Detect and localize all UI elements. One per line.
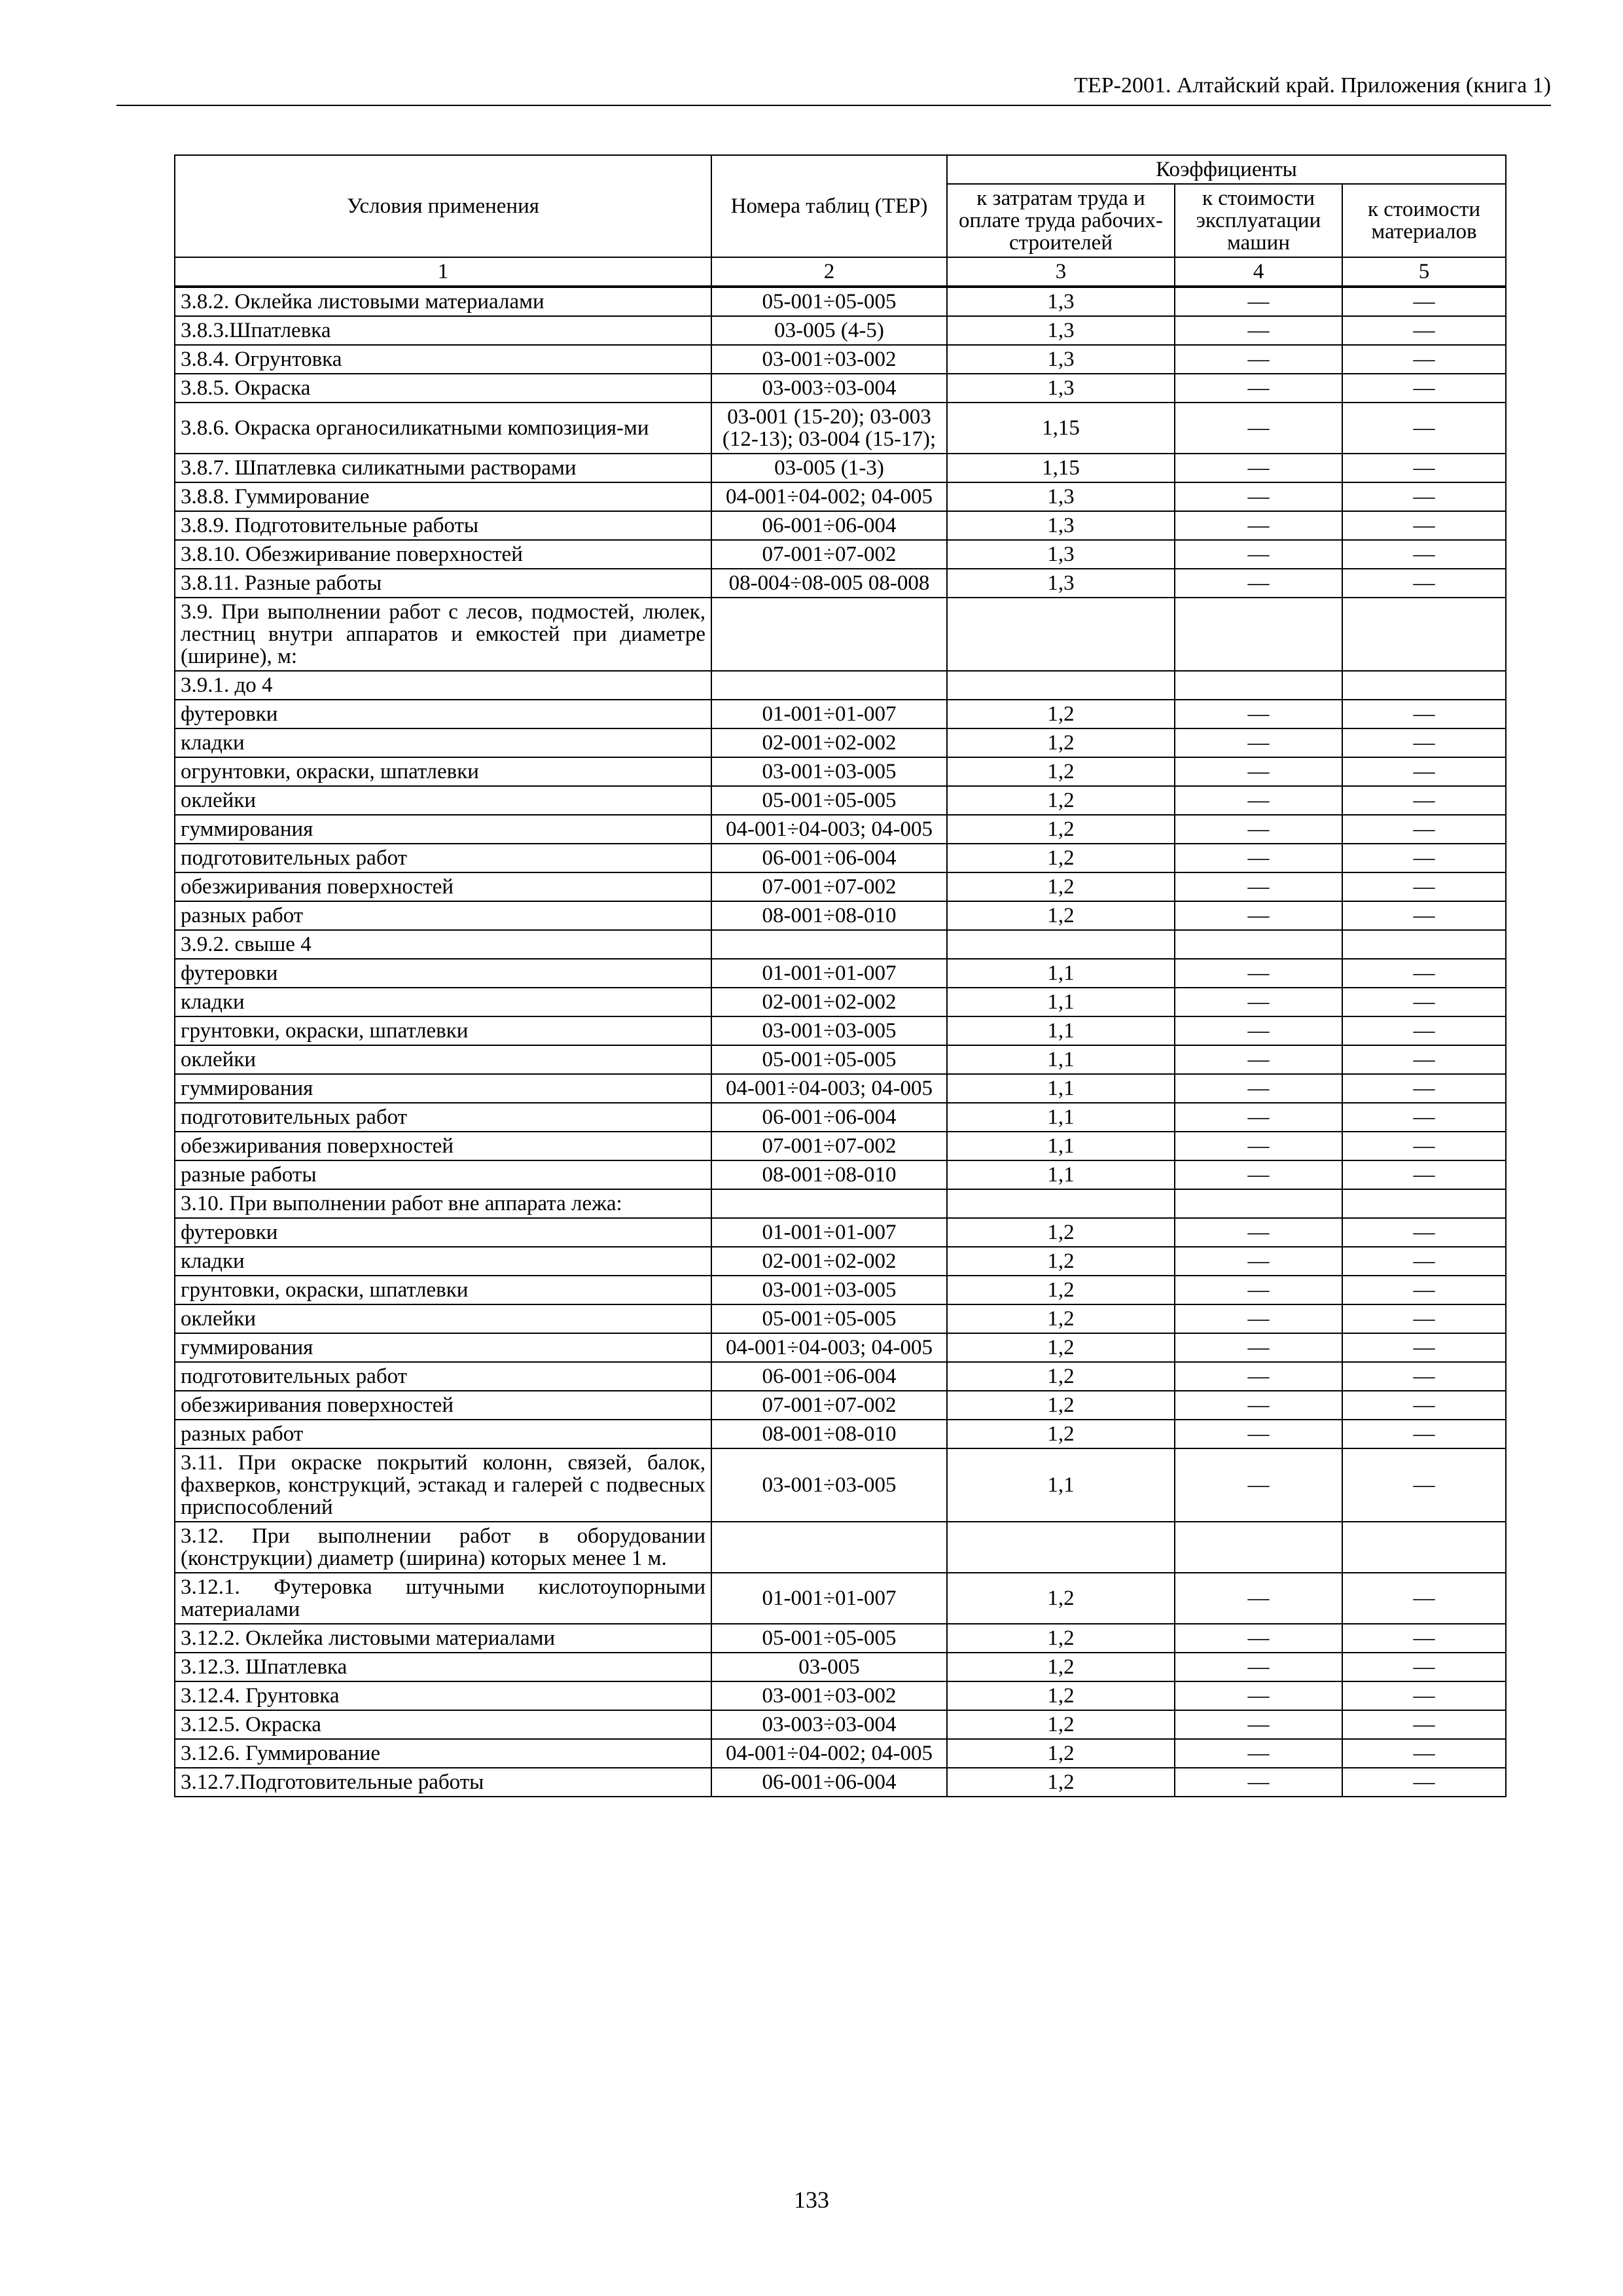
cell-condition: 3.12.3. Шпатлевка [175,1653,711,1681]
coefficients-table [174,154,1507,1797]
cell-materials-coefficient: — [1342,1045,1506,1074]
cell-labor-coefficient: 1,2 [947,1739,1175,1768]
cell-materials-coefficient: — [1342,728,1506,757]
cell-table-numbers: 02-001÷02-002 [711,728,947,757]
cell-materials-coefficient: — [1342,757,1506,786]
table-row [175,1045,1506,1074]
cell-condition: 3.9. При выполнении работ с лесов, подмостей, люлек, лестниц внутри аппаратов и емкостей при диаметре (ширине), м: [175,598,711,671]
cell-condition: 3.8.2. Оклейка листовыми материалами [175,287,711,316]
cell-materials-coefficient: — [1342,1247,1506,1276]
table-row [175,374,1506,403]
cell-machines-coefficient: — [1175,540,1342,569]
table-row [175,757,1506,786]
cell-machines-coefficient [1175,930,1342,959]
cell-labor-coefficient: 1,3 [947,345,1175,374]
cell-machines-coefficient: — [1175,1420,1342,1448]
cell-materials-coefficient: — [1342,374,1506,403]
cell-labor-coefficient [947,1522,1175,1573]
cell-materials-coefficient [1342,1189,1506,1218]
cell-condition: 3.8.5. Окраска [175,374,711,403]
cell-materials-coefficient: — [1342,1448,1506,1522]
cell-condition: 3.8.10. Обезжиривание поверхностей [175,540,711,569]
cell-materials-coefficient: — [1342,1391,1506,1420]
cell-materials-coefficient [1342,1522,1506,1573]
cell-labor-coefficient: 1,2 [947,901,1175,930]
cell-labor-coefficient: 1,2 [947,1653,1175,1681]
table-row [175,1624,1506,1653]
cell-table-numbers: 06-001÷06-004 [711,1103,947,1132]
table-row [175,1247,1506,1276]
cell-labor-coefficient: 1,2 [947,844,1175,872]
cell-machines-coefficient: — [1175,1448,1342,1522]
column-number: 3 [947,257,1175,287]
cell-labor-coefficient: 1,3 [947,316,1175,345]
cell-materials-coefficient: — [1342,1710,1506,1739]
cell-labor-coefficient: 1,2 [947,757,1175,786]
cell-labor-coefficient: 1,1 [947,959,1175,988]
cell-labor-coefficient: 1,2 [947,1624,1175,1653]
table-row [175,671,1506,700]
cell-materials-coefficient: — [1342,1653,1506,1681]
cell-table-numbers: 03-001÷03-002 [711,1681,947,1710]
table-row [175,1710,1506,1739]
cell-condition: огрунтовки, окраски, шпатлевки [175,757,711,786]
cell-materials-coefficient: — [1342,1573,1506,1624]
cell-labor-coefficient: 1,2 [947,1333,1175,1362]
cell-materials-coefficient: — [1342,959,1506,988]
cell-labor-coefficient: 1,3 [947,287,1175,316]
cell-condition: 3.8.3.Шпатлевка [175,316,711,345]
cell-machines-coefficient: — [1175,1160,1342,1189]
cell-table-numbers: 07-001÷07-002 [711,1132,947,1160]
table-row [175,901,1506,930]
cell-condition: кладки [175,728,711,757]
table-row [175,786,1506,815]
cell-machines-coefficient: — [1175,1710,1342,1739]
cell-table-numbers: 08-004÷08-005 08-008 [711,569,947,598]
cell-materials-coefficient [1342,671,1506,700]
header-table-numbers: Номера таблиц (ТЕР) [711,155,947,257]
table-row [175,1448,1506,1522]
cell-materials-coefficient: — [1342,1276,1506,1304]
cell-machines-coefficient: — [1175,1103,1342,1132]
cell-condition: 3.9.1. до 4 [175,671,711,700]
cell-machines-coefficient: — [1175,569,1342,598]
table-row [175,569,1506,598]
cell-materials-coefficient: — [1342,1624,1506,1653]
cell-machines-coefficient: — [1175,1016,1342,1045]
cell-table-numbers: 03-005 (1-3) [711,454,947,482]
cell-machines-coefficient: — [1175,1624,1342,1653]
cell-materials-coefficient: — [1342,1304,1506,1333]
cell-machines-coefficient: — [1175,511,1342,540]
cell-condition: 3.12. При выполнении работ в оборудовании (конструкции) диаметр (ширина) которых менее 1 м. [175,1522,711,1573]
cell-materials-coefficient: — [1342,403,1506,454]
table-row [175,1074,1506,1103]
cell-machines-coefficient: — [1175,1653,1342,1681]
cell-materials-coefficient: — [1342,872,1506,901]
cell-materials-coefficient: — [1342,1362,1506,1391]
cell-labor-coefficient: 1,1 [947,1074,1175,1103]
cell-table-numbers: 08-001÷08-010 [711,901,947,930]
cell-table-numbers: 04-001÷04-003; 04-005 [711,1074,947,1103]
cell-table-numbers [711,671,947,700]
cell-labor-coefficient: 1,3 [947,482,1175,511]
cell-labor-coefficient: 1,2 [947,728,1175,757]
cell-materials-coefficient: — [1342,786,1506,815]
table-row [175,700,1506,728]
cell-machines-coefficient: — [1175,1681,1342,1710]
table-row [175,345,1506,374]
cell-machines-coefficient: — [1175,988,1342,1016]
cell-condition: футеровки [175,959,711,988]
table-row [175,1522,1506,1573]
cell-table-numbers: 03-001÷03-005 [711,1016,947,1045]
cell-table-numbers: 05-001÷05-005 [711,1624,947,1653]
cell-machines-coefficient: — [1175,700,1342,728]
cell-table-numbers [711,598,947,671]
running-header: ТЕР-2001. Алтайский край. Приложения (книга 1) [1074,73,1551,98]
cell-condition: обезжиривания поверхностей [175,1391,711,1420]
cell-machines-coefficient: — [1175,1132,1342,1160]
cell-condition: подготовительных работ [175,844,711,872]
cell-machines-coefficient: — [1175,901,1342,930]
table-row [175,316,1506,345]
cell-materials-coefficient: — [1342,511,1506,540]
cell-condition: 3.11. При окраске покрытий колонн, связей, балок, фахверков, конструкций, эстакад и галерей с подвесных приспособлений [175,1448,711,1522]
cell-table-numbers: 06-001÷06-004 [711,1768,947,1797]
cell-machines-coefficient: — [1175,1276,1342,1304]
cell-condition: обезжиривания поверхностей [175,872,711,901]
cell-table-numbers: 03-005 [711,1653,947,1681]
cell-condition: гуммирования [175,815,711,844]
cell-materials-coefficient: — [1342,454,1506,482]
cell-table-numbers: 06-001÷06-004 [711,511,947,540]
cell-labor-coefficient: 1,2 [947,1276,1175,1304]
cell-labor-coefficient: 1,2 [947,872,1175,901]
cell-labor-coefficient: 1,1 [947,1103,1175,1132]
cell-condition: 3.12.4. Грунтовка [175,1681,711,1710]
cell-table-numbers: 06-001÷06-004 [711,844,947,872]
table-row [175,1739,1506,1768]
cell-materials-coefficient: — [1342,844,1506,872]
cell-condition: гуммирования [175,1333,711,1362]
cell-condition: 3.12.5. Окраска [175,1710,711,1739]
cell-materials-coefficient: — [1342,540,1506,569]
cell-machines-coefficient: — [1175,815,1342,844]
cell-labor-coefficient: 1,15 [947,403,1175,454]
cell-table-numbers: 08-001÷08-010 [711,1420,947,1448]
cell-condition: гуммирования [175,1074,711,1103]
table-row [175,1016,1506,1045]
table-row [175,540,1506,569]
cell-table-numbers: 07-001÷07-002 [711,872,947,901]
cell-labor-coefficient: 1,2 [947,1573,1175,1624]
cell-machines-coefficient: — [1175,1074,1342,1103]
header-materials: к стоимости материалов [1342,184,1506,257]
cell-machines-coefficient: — [1175,844,1342,872]
cell-machines-coefficient: — [1175,1247,1342,1276]
cell-materials-coefficient: — [1342,1681,1506,1710]
table-row [175,482,1506,511]
table-row [175,1391,1506,1420]
table-row [175,930,1506,959]
table-body [175,287,1506,1797]
table-row [175,1189,1506,1218]
cell-condition: разных работ [175,901,711,930]
cell-labor-coefficient: 1,3 [947,511,1175,540]
cell-labor-coefficient [947,671,1175,700]
cell-machines-coefficient [1175,598,1342,671]
cell-table-numbers: 06-001÷06-004 [711,1362,947,1391]
cell-labor-coefficient: 1,2 [947,1681,1175,1710]
cell-labor-coefficient: 1,1 [947,1045,1175,1074]
cell-labor-coefficient: 1,2 [947,1218,1175,1247]
table-row [175,1420,1506,1448]
cell-labor-coefficient: 1,15 [947,454,1175,482]
cell-table-numbers [711,930,947,959]
cell-condition: 3.12.1. Футеровка штучными кислотоупорными материалами [175,1573,711,1624]
cell-labor-coefficient: 1,1 [947,1160,1175,1189]
table-row [175,1160,1506,1189]
table-row [175,1653,1506,1681]
cell-condition: разных работ [175,1420,711,1448]
cell-condition: 3.8.6. Окраска органосиликатными композиция-ми [175,403,711,454]
cell-materials-coefficient: — [1342,1768,1506,1797]
cell-condition: оклейки [175,1045,711,1074]
cell-condition: 3.12.7.Подготовительные работы [175,1768,711,1797]
cell-machines-coefficient: — [1175,757,1342,786]
table-row [175,1768,1506,1797]
cell-labor-coefficient [947,1189,1175,1218]
cell-labor-coefficient: 1,2 [947,700,1175,728]
cell-materials-coefficient: — [1342,1218,1506,1247]
cell-table-numbers [711,1189,947,1218]
cell-materials-coefficient: — [1342,815,1506,844]
table-row [175,511,1506,540]
cell-table-numbers: 03-001÷03-005 [711,757,947,786]
cell-condition: подготовительных работ [175,1362,711,1391]
table-row [175,815,1506,844]
cell-labor-coefficient [947,598,1175,671]
cell-condition: грунтовки, окраски, шпатлевки [175,1276,711,1304]
cell-machines-coefficient: — [1175,1739,1342,1768]
cell-materials-coefficient: — [1342,1160,1506,1189]
cell-materials-coefficient: — [1342,569,1506,598]
header-conditions: Условия применения [175,155,711,257]
cell-condition: 3.8.8. Гуммирование [175,482,711,511]
cell-labor-coefficient: 1,2 [947,786,1175,815]
column-number: 4 [1175,257,1342,287]
cell-table-numbers: 05-001÷05-005 [711,1045,947,1074]
cell-table-numbers: 01-001÷01-007 [711,959,947,988]
cell-table-numbers: 01-001÷01-007 [711,700,947,728]
cell-condition: 3.8.9. Подготовительные работы [175,511,711,540]
cell-machines-coefficient: — [1175,482,1342,511]
cell-materials-coefficient [1342,598,1506,671]
table-row [175,728,1506,757]
cell-machines-coefficient: — [1175,345,1342,374]
cell-labor-coefficient: 1,2 [947,1247,1175,1276]
cell-machines-coefficient: — [1175,1391,1342,1420]
cell-machines-coefficient: — [1175,1304,1342,1333]
cell-table-numbers: 03-003÷03-004 [711,1710,947,1739]
cell-table-numbers: 02-001÷02-002 [711,1247,947,1276]
cell-table-numbers: 03-001 (15-20); 03-003 (12-13); 03-004 (15-17); [711,403,947,454]
cell-machines-coefficient [1175,1189,1342,1218]
cell-machines-coefficient: — [1175,454,1342,482]
cell-labor-coefficient: 1,3 [947,374,1175,403]
cell-labor-coefficient: 1,2 [947,1362,1175,1391]
cell-labor-coefficient: 1,1 [947,1016,1175,1045]
cell-table-numbers: 08-001÷08-010 [711,1160,947,1189]
cell-machines-coefficient: — [1175,872,1342,901]
cell-table-numbers: 01-001÷01-007 [711,1573,947,1624]
table-row [175,1132,1506,1160]
table-row [175,1362,1506,1391]
cell-materials-coefficient: — [1342,1739,1506,1768]
cell-table-numbers: 03-003÷03-004 [711,374,947,403]
cell-labor-coefficient [947,930,1175,959]
cell-machines-coefficient: — [1175,728,1342,757]
header-divider [116,105,1551,106]
cell-condition: разные работы [175,1160,711,1189]
cell-labor-coefficient: 1,1 [947,988,1175,1016]
cell-machines-coefficient: — [1175,1768,1342,1797]
cell-condition: футеровки [175,700,711,728]
table-row [175,1333,1506,1362]
cell-condition: 3.8.4. Огрунтовка [175,345,711,374]
cell-machines-coefficient: — [1175,287,1342,316]
table-row [175,454,1506,482]
table-row [175,1573,1506,1624]
cell-condition: подготовительных работ [175,1103,711,1132]
cell-materials-coefficient: — [1342,988,1506,1016]
cell-machines-coefficient: — [1175,374,1342,403]
cell-labor-coefficient: 1,2 [947,1768,1175,1797]
cell-labor-coefficient: 1,1 [947,1448,1175,1522]
table-row [175,1681,1506,1710]
header-labor: к затратам труда и оплате труда рабочих-строителей [947,184,1175,257]
cell-condition: кладки [175,988,711,1016]
cell-condition: 3.12.6. Гуммирование [175,1739,711,1768]
cell-condition: 3.12.2. Оклейка листовыми материалами [175,1624,711,1653]
cell-table-numbers: 01-001÷01-007 [711,1218,947,1247]
cell-table-numbers: 04-001÷04-003; 04-005 [711,815,947,844]
cell-labor-coefficient: 1,2 [947,1710,1175,1739]
table-row [175,959,1506,988]
cell-materials-coefficient: — [1342,345,1506,374]
cell-materials-coefficient: — [1342,1074,1506,1103]
header-machines: к стоимости эксплуатации машин [1175,184,1342,257]
cell-machines-coefficient [1175,1522,1342,1573]
cell-materials-coefficient: — [1342,901,1506,930]
cell-materials-coefficient: — [1342,1103,1506,1132]
cell-labor-coefficient: 1,1 [947,1132,1175,1160]
table-row [175,287,1506,316]
cell-table-numbers: 05-001÷05-005 [711,786,947,815]
cell-machines-coefficient: — [1175,403,1342,454]
column-number: 2 [711,257,947,287]
cell-condition: футеровки [175,1218,711,1247]
cell-machines-coefficient: — [1175,1333,1342,1362]
cell-machines-coefficient [1175,671,1342,700]
cell-table-numbers: 07-001÷07-002 [711,540,947,569]
cell-table-numbers: 05-001÷05-005 [711,1304,947,1333]
table-row [175,598,1506,671]
cell-materials-coefficient: — [1342,482,1506,511]
header-coefficients: Коэффициенты [947,155,1506,184]
cell-table-numbers: 04-001÷04-002; 04-005 [711,482,947,511]
cell-labor-coefficient: 1,3 [947,540,1175,569]
cell-materials-coefficient: — [1342,1333,1506,1362]
cell-condition: 3.9.2. свыше 4 [175,930,711,959]
cell-machines-coefficient: — [1175,1362,1342,1391]
cell-materials-coefficient: — [1342,700,1506,728]
cell-table-numbers: 03-005 (4-5) [711,316,947,345]
table-row [175,1218,1506,1247]
cell-labor-coefficient: 1,2 [947,1304,1175,1333]
table-row [175,844,1506,872]
cell-condition: грунтовки, окраски, шпатлевки [175,1016,711,1045]
cell-materials-coefficient: — [1342,1420,1506,1448]
column-number: 1 [175,257,711,287]
cell-materials-coefficient: — [1342,287,1506,316]
cell-labor-coefficient: 1,2 [947,815,1175,844]
cell-labor-coefficient: 1,2 [947,1420,1175,1448]
cell-materials-coefficient [1342,930,1506,959]
cell-materials-coefficient: — [1342,1132,1506,1160]
cell-condition: 3.10. При выполнении работ вне аппарата лежа: [175,1189,711,1218]
table-row [175,872,1506,901]
cell-table-numbers: 07-001÷07-002 [711,1391,947,1420]
cell-condition: кладки [175,1247,711,1276]
column-number: 5 [1342,257,1506,287]
cell-machines-coefficient: — [1175,1045,1342,1074]
cell-condition: оклейки [175,1304,711,1333]
cell-materials-coefficient: — [1342,316,1506,345]
cell-condition: оклейки [175,786,711,815]
table-row [175,1103,1506,1132]
cell-table-numbers [711,1522,947,1573]
cell-condition: 3.8.7. Шпатлевка силикатными растворами [175,454,711,482]
cell-machines-coefficient: — [1175,316,1342,345]
cell-condition: обезжиривания поверхностей [175,1132,711,1160]
cell-table-numbers: 03-001÷03-002 [711,345,947,374]
table-row [175,1276,1506,1304]
page-number: 133 [794,2187,829,2213]
cell-labor-coefficient: 1,2 [947,1391,1175,1420]
cell-table-numbers: 05-001÷05-005 [711,287,947,316]
cell-machines-coefficient: — [1175,959,1342,988]
cell-machines-coefficient: — [1175,1573,1342,1624]
table-row [175,403,1506,454]
cell-materials-coefficient: — [1342,1016,1506,1045]
table-row [175,1304,1506,1333]
cell-machines-coefficient: — [1175,786,1342,815]
cell-table-numbers: 02-001÷02-002 [711,988,947,1016]
cell-table-numbers: 04-001÷04-003; 04-005 [711,1333,947,1362]
cell-table-numbers: 03-001÷03-005 [711,1448,947,1522]
cell-table-numbers: 04-001÷04-002; 04-005 [711,1739,947,1768]
table-row [175,988,1506,1016]
cell-table-numbers: 03-001÷03-005 [711,1276,947,1304]
cell-labor-coefficient: 1,3 [947,569,1175,598]
cell-condition: 3.8.11. Разные работы [175,569,711,598]
cell-machines-coefficient: — [1175,1218,1342,1247]
